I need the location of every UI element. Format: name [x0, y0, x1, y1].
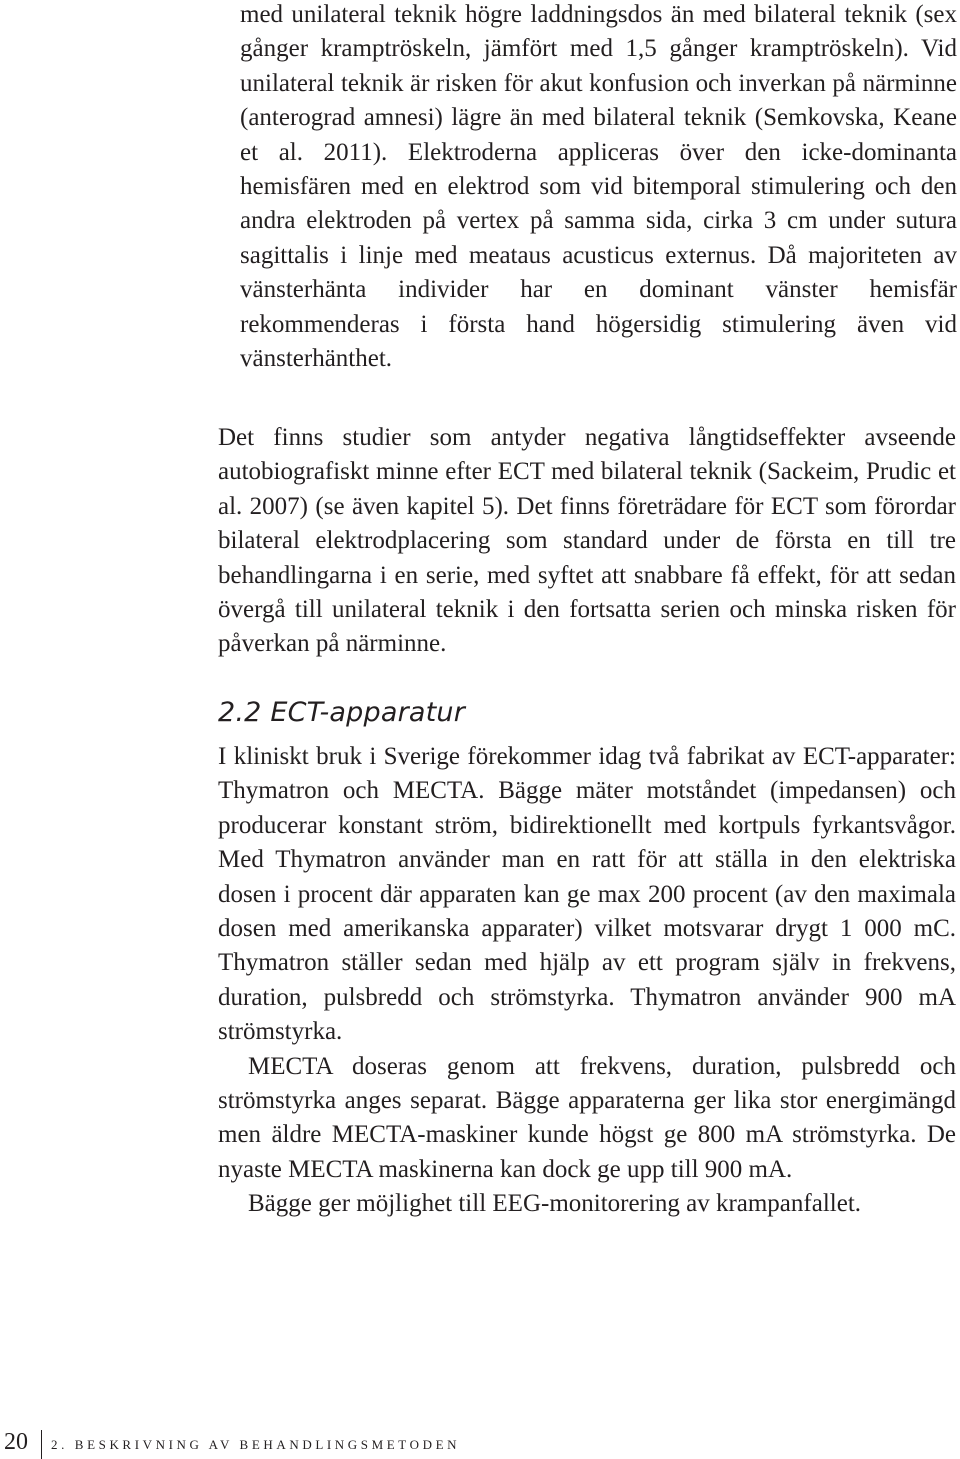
body-paragraph-2: Det finns studier som antyder negativa långtidseffekter avseende autobiografiskt minne efter ECT med bilateral teknik (Sackeim, Prudic et al. 2007) (se även kapitel 5). Det finns företrädare för ECT som förordar bilateral elektrodplacering som standard under de första en till tre behandlingarna i en serie, med syftet att snabbare få effekt, för att sedan övergå till unilateral teknik i den fortsatta serien och minska risken för påverkan på närminne. — [218, 424, 956, 658]
running-head: 2. BESKRIVNING AV BEHANDLINGSMETODEN — [51, 1437, 461, 1452]
section-paragraph-3: Bägge ger möjlighet till EEG-monitorering av krampanfallet. — [248, 1190, 862, 1218]
page-footer — [0, 1425, 960, 1459]
page-number: 20 — [4, 1429, 28, 1455]
body-paragraph-1: med unilateral teknik högre laddningsdos än med bilateral teknik (sex gånger kramptröskeln, jämfört med 1,5 gånger kramptröskeln). Vid unilateral teknik är risken för akut konfusion och inverkan på närminne (anterograd amnesi) lägre än med bilateral teknik (Semkovska, Keane et al. 2011). Elektroderna appliceras över den icke-dominanta hemisfären med en elektrod som vid bitemporal stimulering och den andra elektroden på vertex på samma sida, cirka 3 cm under sutura sagittalis i linje med meataus acusticus externus. Då majoriteten av vänsterhänta individer har en dominant vänster hemisfär rekommenderas i första hand högersidig stimulering även vid vänsterhänthet. — [240, 1, 957, 373]
footer-divider — [41, 1430, 42, 1459]
section-body — [218, 740, 956, 1222]
section-paragraph-2: MECTA doseras genom att frekvens, duration, pulsbredd och strömstyrka anges separat. Bägge apparaterna ger lika stor energimängd men äldre MECTA-maskiner kunde högst ge 800 mA strömstyrka. De nyaste MECTA maskinerna kan dock ge upp till 900 mA. — [218, 1052, 956, 1183]
section-heading: 2.2 ECT-apparatur — [218, 697, 466, 728]
section-paragraph-1: I kliniskt bruk i Sverige förekommer idag två fabrikat av ECT-apparater: Thymatron och MECTA. Bägge mäter motståndet (impedansen) och producerar konstant ström, bidirektionellt med kortpuls fyrkantsvågor. Med Thymatron använder man en ratt för att ställa in den elektriska dosen i procent där apparaten kan ge max 200 procent (av den maximala dosen med amerikanska apparater) vilket motsvarar drygt 1 000 mC. Thymatron ställer sedan med hjälp av ett program själv in frekvens, duration, pulsbredd och strömstyrka. Thymatron använder 900 mA strömstyrka. — [218, 743, 956, 1046]
